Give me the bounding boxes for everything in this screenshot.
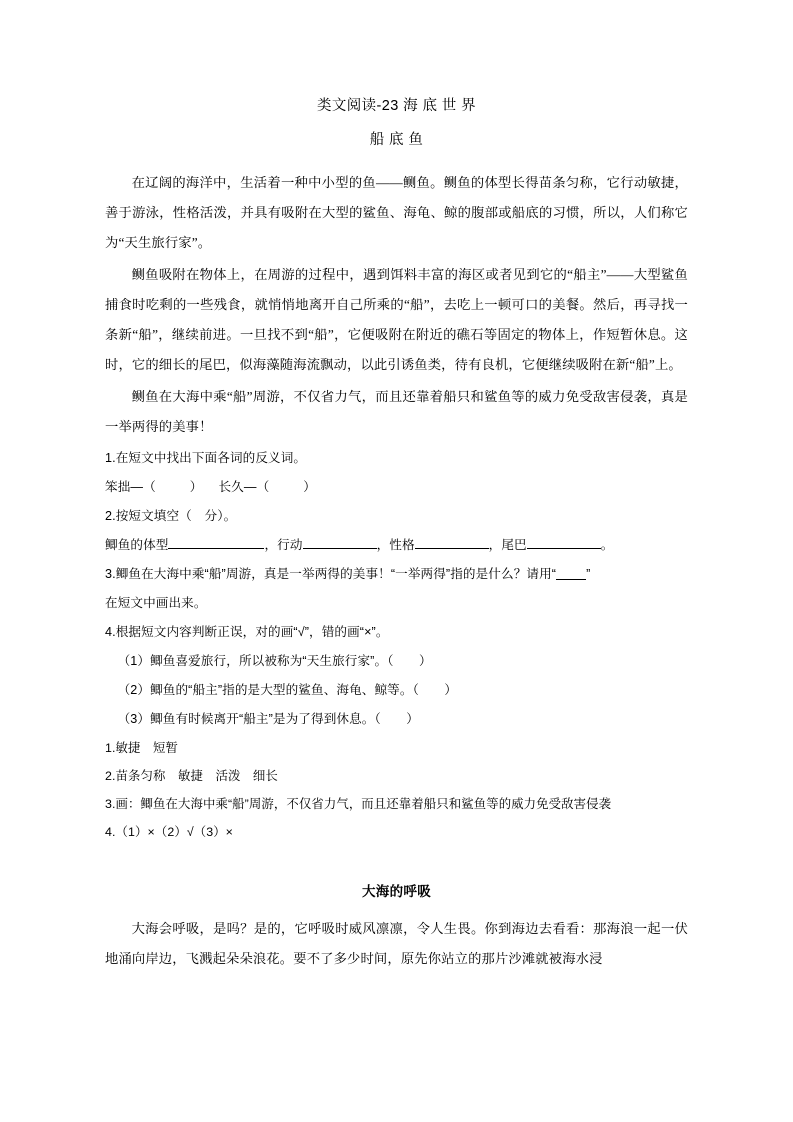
question-3-text-part-2: ” bbox=[586, 566, 591, 581]
question-1-antonym-row bbox=[105, 473, 688, 502]
question-3-label bbox=[105, 560, 688, 589]
article-1-paragraph: 鲗鱼吸附在物体上，在周游的过程中，遇到饵料丰富的海区或者见到它的“船主”——大型鲨鱼捕食时吃剩的一些残食，就悄悄地离开自己所乘的“船”，去吃上一顿可口的美餐。然后，再寻找一条新“船”，继续前进。一旦找不到“船”，它便吸附在附近的礁石等固定的物体上，作短暂休息。这时，它的细长的尾巴，似海藻随海流飘动，以此引诱鱼类，待有良机，它便继续吸附在新“船”上。 bbox=[105, 266, 688, 372]
antonym-2-prompt: 长久—（ bbox=[218, 479, 270, 494]
article-2-title: 大海的呼吸 bbox=[362, 883, 431, 899]
article-1-title: 船 底 鱼 bbox=[369, 131, 424, 148]
article-2-paragraph: 大海会呼吸，是吗？是的，它呼吸时威风凛凛，令人生畏。你到海边去看看：那海浪一起一伏地涌向岸边，飞溅起朵朵浪花。要不了多少时间，原先你站立的那片沙滩就被海水浸 bbox=[105, 920, 688, 966]
fill-label-tail: ，尾巴 bbox=[488, 537, 527, 552]
question-2-label: 2.按短文填空（ 分）。 bbox=[105, 508, 237, 523]
question-4-item[interactable]: （1）鲫鱼喜爱旅行，所以被称为“天生旅行家”。（ ） bbox=[117, 653, 432, 668]
answer-item: 2.苗条匀称 敏捷 活泼 细长 bbox=[105, 768, 278, 783]
fill-label-character: ，性格 bbox=[376, 537, 415, 552]
question-3-underline-mark bbox=[556, 579, 586, 580]
question-4-item[interactable]: （2）鲫鱼的“船主”指的是大型的鲨鱼、海龟、鲸等。（ ） bbox=[117, 682, 458, 697]
antonym-1-prompt: 笨拙—（ bbox=[105, 479, 156, 494]
question-4-item[interactable]: （3）鲫鱼有时候离开“船主”是为了得到休息。（ ） bbox=[117, 711, 419, 726]
fill-blank-action[interactable] bbox=[303, 548, 377, 549]
antonym-2-close: ） bbox=[303, 479, 316, 494]
article-1-paragraph: 鲗鱼在大海中乘“船”周游，不仅省力气，而且还靠着船只和鲨鱼等的威力免受敌害侵袭，真是一举两得的美事！ bbox=[105, 388, 688, 434]
question-2-fill-row bbox=[105, 531, 688, 560]
question-3-label-line2: 在短文中画出来。 bbox=[105, 595, 207, 610]
article-1-paragraph: 在辽阔的海洋中，生活着一种中小型的鱼——鲗鱼。鲗鱼的体型长得苗条匀称，它行动敏捷，善于游泳，性格活泼，并具有吸附在大型的鲨鱼、海龟、鲸的腹部或船底的习惯，所以，人们称它为“天生旅行家”。 bbox=[105, 174, 688, 250]
page-content bbox=[105, 96, 688, 976]
answer-item: 4.（1）×（2）√（3）× bbox=[105, 824, 234, 839]
section-spacer bbox=[105, 846, 688, 880]
question-3-text-part-1: 3.鲫鱼在大海中乘“船”周游，真是一举两得的美事！“一举两得”指的是什么？请用“ bbox=[105, 566, 557, 581]
fill-blank-tail[interactable] bbox=[527, 548, 601, 549]
answer-item: 1.敏捷 短暂 bbox=[105, 740, 178, 755]
answer-item: 3.画：鲫鱼在大海中乘“船”周游，不仅省力气，而且还靠着船只和鲨鱼等的威力免受敌害侵袭 bbox=[105, 796, 612, 811]
question-1-label: 1.在短文中找出下面各词的反义词。 bbox=[105, 450, 307, 465]
page-title: 类文阅读-23 海 底 世 界 bbox=[316, 98, 477, 114]
fill-period: 。 bbox=[600, 537, 614, 552]
question-4-label: 4.根据短文内容判断正误，对的画“√”，错的画“×”。 bbox=[105, 624, 389, 639]
fill-blank-character[interactable] bbox=[415, 548, 489, 549]
fill-blank-body[interactable] bbox=[168, 548, 264, 549]
antonym-1-close: ） bbox=[189, 479, 203, 494]
fill-label-body: 鲫鱼的体型 bbox=[105, 537, 169, 552]
fill-label-action: ，行动 bbox=[264, 537, 303, 552]
